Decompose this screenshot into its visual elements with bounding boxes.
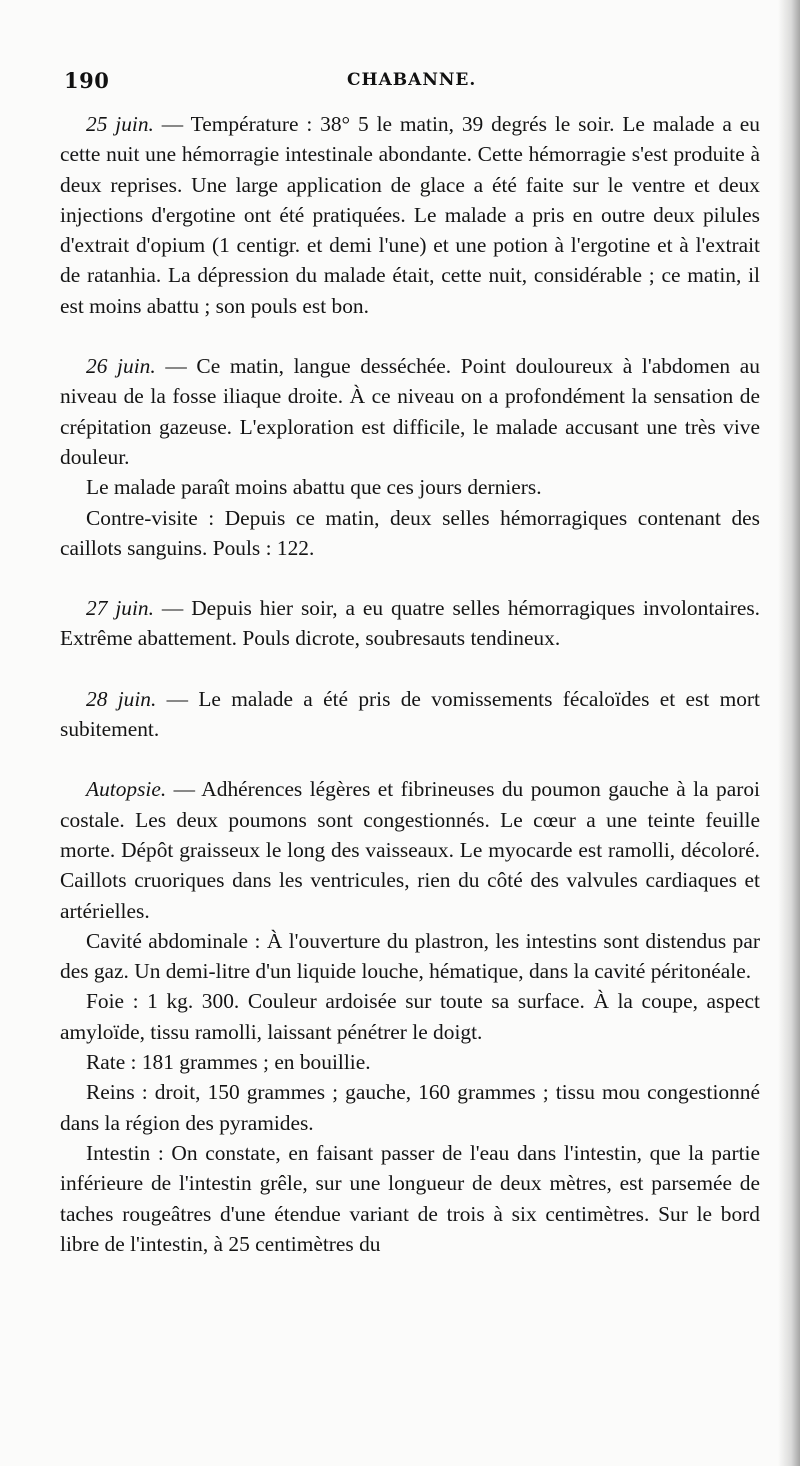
running-head: CHABANNE. — [347, 70, 477, 90]
paragraph-text: Reins : droit, 150 grammes ; gauche, 160 grammes ; tissu mou congestionné dans la région des pyramides. — [60, 1080, 760, 1135]
paragraph-gap — [60, 744, 760, 774]
paragraph-gap — [60, 321, 760, 351]
paragraph-26-juin-continued — [60, 472, 760, 502]
paragraph-text: Contre-visite : Depuis ce matin, deux selles hémorragiques contenant des caillots sanguins. Pouls : 122. — [60, 505, 760, 560]
paragraph-text: Le malade paraît moins abattu que ces jours derniers. — [86, 475, 542, 500]
paragraph-text: — Température : 38° 5 le matin, 39 degrés le soir. Le malade a eu cette nuit une hémorragie intestinale abondante. Cette hémorragie s'est produite à deux reprises. Une large application de glace a été faite sur le ventre et deux injections d'ergotine ont été pratiquées. Le malade a pris en outre deux pilules d'extrait d'opium (1 centigr. et demi l'une) et une potion à l'ergotine et à l'extrait de ratanhia. La dépression du malade était, cette nuit, considérable ; ce matin, il est moins abattu ; son pouls est bon. — [60, 112, 760, 318]
section-lead: Autopsie. — [86, 777, 167, 802]
paragraph-cavite-abdominale — [60, 926, 760, 987]
paragraph-gap — [60, 654, 760, 684]
paragraph-autopsie — [60, 774, 760, 925]
date-lead: 26 juin. — [86, 354, 156, 379]
paragraph-intestin — [60, 1138, 760, 1259]
paragraph-text: — Depuis hier soir, a eu quatre selles hémorragiques involontaires. Extrême abattement. Pouls dicrote, soubresauts tendineux. — [60, 596, 760, 651]
paragraph-foie — [60, 986, 760, 1047]
page-header — [64, 68, 754, 98]
paragraph-27-juin — [60, 593, 760, 654]
body-text — [60, 109, 760, 1259]
paragraph-text: — Adhérences légères et fibrineuses du poumon gauche à la paroi costale. Les deux poumons sont congestionnés. Le cœur a une teinte feuille morte. Dépôt graisseux le long des vaisseaux. Le myocarde est ramolli, décoloré. Caillots cruoriques dans les ventricules, rien du côté des valvules cardiaques et artérielles. — [60, 777, 760, 923]
paragraph-text: Cavité abdominale : À l'ouverture du plastron, les intestins sont distendus par des gaz. Un demi-litre d'un liquide louche, hématique, dans la cavité péritonéale. — [60, 928, 760, 984]
date-lead: 25 juin. — [86, 112, 154, 136]
paragraph-text: Intestin : On constate, en faisant passer de l'eau dans l'intestin, que la partie inférieure de l'intestin grêle, sur une longueur de deux mètres, est parsemée de taches rougeâtres d'une étendue variant de trois à six centimètres. Sur le bord libre de l'intestin, à 25 centimètres du — [60, 1140, 760, 1256]
paragraph-text: — Le malade a été pris de vomissements fécaloïdes et est mort subitement. — [60, 686, 760, 742]
date-lead: 27 juin. — [86, 596, 154, 621]
paragraph-contre-visite — [60, 503, 760, 564]
paragraph-text: Foie : 1 kg. 300. Couleur ardoisée sur toute sa surface. À la coupe, aspect amyloïde, tissu ramolli, laissant pénétrer le doigt. — [60, 989, 760, 1044]
paragraph-rate — [60, 1047, 760, 1077]
page-number: 190 — [64, 68, 110, 93]
paragraph-26-juin — [60, 351, 760, 472]
page-edge-shadow — [778, 0, 800, 1466]
paragraph-25-juin — [60, 109, 760, 321]
paragraph-text: — Ce matin, langue desséchée. Point douloureux à l'abdomen au niveau de la fosse iliaque droite. À ce niveau on a profondément la sensation de crépitation gazeuse. L'exploration est difficile, le malade accusant une très vive douleur. — [60, 354, 760, 469]
paragraph-gap — [60, 563, 760, 593]
date-lead: 28 juin. — [86, 686, 157, 711]
paragraph-reins — [60, 1077, 760, 1138]
paragraph-28-juin — [60, 684, 760, 745]
paragraph-text: Rate : 181 grammes ; en bouillie. — [86, 1050, 371, 1075]
